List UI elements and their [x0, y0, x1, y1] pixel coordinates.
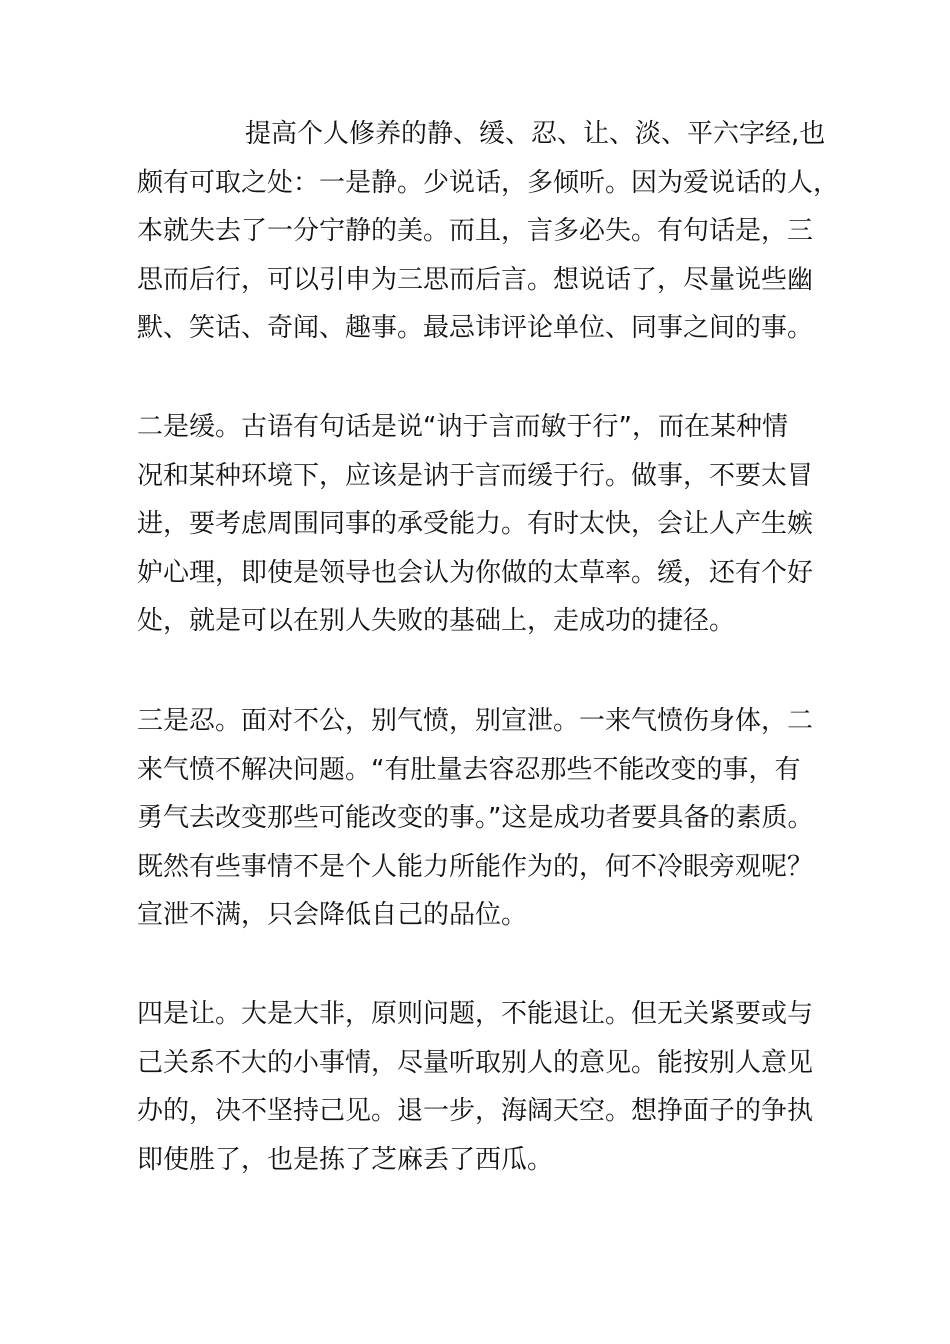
paragraph-rang — [137, 990, 817, 1184]
text-line: 颇有可取之处：一是静。少说话，多倾听。因为爱说话的人， — [137, 167, 840, 198]
text-line: 四是让。大是大非，原则问题，不能退让。但无关紧要或与 — [137, 999, 814, 1029]
text-line: 本就失去了一分宁静的美。而且，言多必失。有句话是，三 — [137, 216, 814, 247]
text-line: 默、笑话、奇闻、趣事。最忌讳评论单位、同事之间的事。 — [137, 313, 814, 344]
text-line: 己关系不大的小事情，尽量听取别人的意见。能按别人意见 — [137, 1047, 814, 1078]
text-line: 进，要考虑周围同事的承受能力。有时太快，会让人产生嫉 — [137, 509, 814, 540]
text-line: 二是缓。古语有句话是说“讷于言而敏于行”，而在某种情 — [137, 412, 788, 442]
text-line: 三是忍。面对不公，别气愤，别宣泄。一来气愤伤身体，二 — [137, 706, 814, 736]
text-line: 既然有些事情不是个人能力所能作为的，何不冷眼旁观呢？ — [137, 851, 814, 882]
paragraph-ren — [137, 697, 817, 940]
text-line: 思而后行，可以引申为三思而后言。想说话了，尽量说些幽 — [137, 264, 814, 295]
text-line: 来气愤不解决问题。“有肚量去容忍那些不能改变的事，有 — [137, 754, 801, 785]
text-line: 妒心理，即使是领导也会认为你做的太草率。缓，还有个好 — [137, 557, 814, 588]
text-line: 处，就是可以在别人失败的基础上，走成功的捷径。 — [137, 606, 736, 637]
text-line: 即使胜了，也是拣了芝麻丢了西瓜。 — [137, 1144, 554, 1175]
paragraph-huan — [137, 403, 817, 646]
text-line: 提高个人修养的静、缓、忍、让、淡、平六字经,也 — [245, 119, 826, 149]
text-line: 宣泄不满，只会降低自己的品位。 — [137, 900, 528, 931]
paragraph-intro-jing — [137, 110, 840, 353]
text-line: 办的，决不坚持己见。退一步，海阔天空。想挣面子的争执 — [137, 1096, 814, 1127]
text-line: 勇气去改变那些可能改变的事。”这是成功者要具备的素质。 — [137, 803, 814, 834]
text-line: 况和某种环境下，应该是讷于言而缓于行。做事，不要太冒 — [137, 460, 814, 491]
